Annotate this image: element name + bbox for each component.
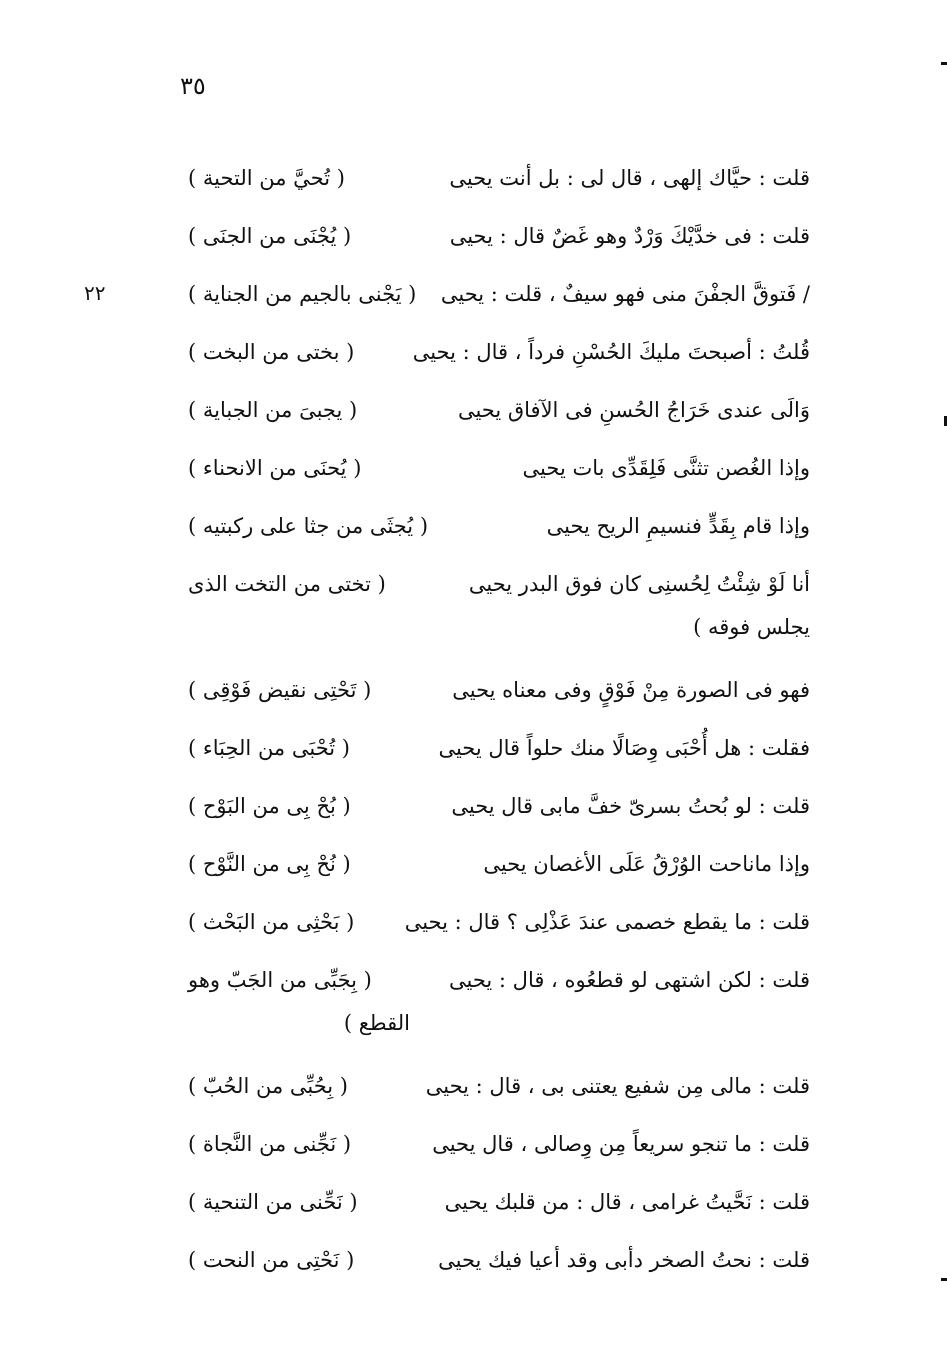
line-main-text: قلت : مالى مِن شفيع يعتنى بى ، قال : يحيى: [425, 1074, 810, 1098]
text-line: [188, 902, 810, 960]
line-main-text: وإذا الغُصن تثنَّى فَلِقَدِّى بات يحيى: [522, 456, 810, 480]
text-line: [188, 158, 810, 216]
line-gloss: ( بِجَبِّى من الجَبّ وهو: [188, 968, 372, 992]
line-main-text: وإذا قام بِقَدٍّ فنسيمِ الريح يحيى: [546, 514, 810, 538]
line-main-text: قلت : فى خدَّيْكَ وَرْدٌ وهو غَضٌ قال : يحيى: [449, 224, 810, 248]
line-main-text: / فَتوقَّ الجفْنَ منى فهو سيفٌ ، قلت : يحيى: [440, 282, 810, 306]
line-main-text: قلت : ما تنجو سريعاً مِن وِصالى ، قال يحيى: [432, 1132, 810, 1156]
text-line: [188, 1066, 810, 1124]
line-gloss: ( نَحِّنى من التنحية ): [188, 1190, 358, 1214]
line-main-text: وَالَى عندى خَرَاجُ الحُسنِ فى الآفاق يحيى: [457, 398, 810, 422]
text-line: [188, 564, 810, 612]
line-gloss: ( نَجِّنى من النَّجاة ): [188, 1132, 352, 1156]
line-main-text: قلت : نحتُ الصخر دأبى وقد أعيا فيك يحيى: [438, 1248, 810, 1272]
line-gloss: ( تُحْبَى من الحِبَاء ): [188, 736, 350, 760]
line-gloss: ( تُحيَّ من التحية ): [188, 166, 345, 190]
text-line: [188, 786, 810, 844]
line-gloss: ( بُحْ بِى من البَوْح ): [188, 794, 351, 818]
line-main-text: فهو فى الصورة مِنْ فَوْقٍ وفى معناه يحيى: [452, 678, 810, 702]
line-gloss: ( يُجثَى من جثا على ركبتيه ): [188, 514, 429, 538]
text-line: [188, 960, 810, 1008]
text-line: [188, 390, 810, 448]
text-line-continuation: [188, 612, 810, 670]
line-gloss: ( تَحْتِى نقيض فَوْقِى ): [188, 678, 372, 702]
text-line: [188, 728, 810, 786]
line-gloss: ( يُحنَى من الانحناء ): [188, 456, 362, 480]
text-line: [188, 1124, 810, 1182]
line-gloss: ( بَحْثِى من البَحْث ): [188, 910, 355, 934]
line-gloss-continuation: يجلس فوقه ): [693, 615, 810, 639]
line-gloss: ( بختى من البخت ): [188, 340, 355, 364]
text-line: [188, 506, 810, 564]
line-main-text: قلت : لكن اشتهى لو قطعُوه ، قال : يحيى: [449, 968, 810, 992]
text-line: [188, 844, 810, 902]
line-gloss: ( يُجْنَى من الجنَى ): [188, 224, 352, 248]
line-gloss-continuation: القطع ): [343, 1011, 410, 1035]
line-gloss: ( يجبىَ من الجباية ): [188, 398, 358, 422]
scan-edge-mark: [941, 1278, 947, 1281]
line-main-text: قلت : نَحَّيتُ غرامى ، قال : من قلبك يحيى: [444, 1190, 810, 1214]
line-gloss: ( تختى من التخت الذى: [188, 572, 386, 596]
line-main-text: أنا لَوْ شِئْتُ لِحُسنِى كان فوق البدر يحيى: [468, 572, 810, 596]
line-main-text: قلت : ما يقطع خصمى عندَ عَذْلِى ؟ قال : يحيى: [404, 910, 810, 934]
text-line: [188, 448, 810, 506]
text-line: [188, 216, 810, 274]
line-main-text: قلت : لو بُحتُ بسرىّ خفَّ مابى قال يحيى: [451, 794, 810, 818]
text-line: [188, 670, 810, 728]
line-main-text: قُلتُ : أصبحتَ مليكَ الحُسْنِ فرداً ، قال : يحيى: [412, 340, 810, 364]
page-number: ٣٥: [180, 72, 206, 100]
line-main-text: فقلت : هل أُحْبَى وِصَالًا منك حلواً قال يحيى: [438, 736, 810, 760]
line-gloss: ( يَجْنى بالجيم من الجناية ): [188, 282, 417, 306]
line-main-text: وإذا ماناحت الوُرْقُ عَلَى الأغصان يحيى: [483, 852, 810, 876]
text-line-continuation: [188, 1008, 810, 1066]
text-line: [188, 332, 810, 390]
line-gloss: ( نَحْتِى من النحت ): [188, 1248, 355, 1272]
line-gloss: ( بِحُبِّى من الحُبّ ): [188, 1074, 348, 1098]
margin-page-reference: ٢٢: [84, 281, 106, 305]
line-main-text: قلت : حيَّاك إلهى ، قال لى : بل أنت يحيى: [449, 166, 810, 190]
poem-text-block: [188, 158, 810, 1298]
text-line: [188, 1240, 810, 1298]
scan-edge-mark: [941, 62, 947, 65]
text-line: [188, 1182, 810, 1240]
line-gloss: ( نُحْ بِى من النَّوْح ): [188, 852, 351, 876]
text-line: [188, 274, 810, 332]
